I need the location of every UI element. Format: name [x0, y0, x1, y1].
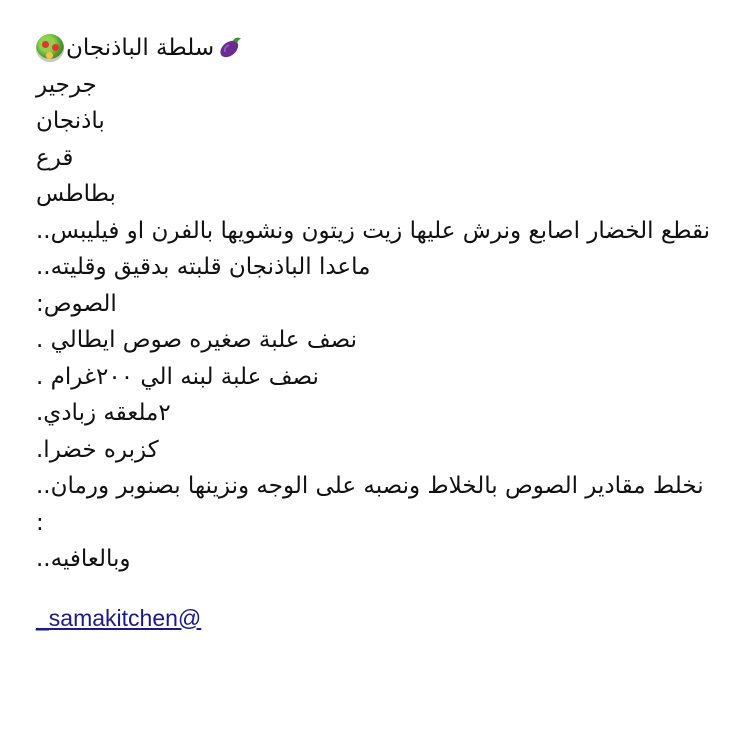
ingredient-line: قرع [36, 144, 74, 171]
ingredient-line: بطاطس [36, 181, 116, 207]
recipe-title: سلطة الباذنجان [66, 35, 215, 61]
instruction-line: نقطع الخضار اصابع ونرش عليها زيت زيتون ونشويها بالفرن او فيليبس.. [36, 217, 711, 244]
sauce-ingredient-line: نصف علبة لبنه الي ٢٠٠غرام . [36, 363, 319, 390]
sauce-ingredient-line: كزبره خضرا. [36, 436, 159, 463]
ingredient-line: باذنجان [36, 108, 105, 134]
closing-line: وبالعافيه.. [36, 546, 131, 572]
recipe-post [36, 30, 726, 636]
instruction-line: ماعدا الباذنجان قلبته بدقيق وقليته.. [36, 254, 371, 280]
eggplant-icon [216, 34, 244, 62]
salad-icon [36, 34, 64, 62]
instruction-line: نخلط مقادير الصوص بالخلاط ونصبه على الوجه ونزينها بصنوبر ورمان.. [36, 473, 704, 499]
recipe-title-row [36, 30, 726, 67]
separator-line: : [36, 509, 44, 536]
sauce-ingredient-line: ٢ملعقه زبادي. [36, 400, 171, 426]
account-handle-link[interactable]: _samakitchen@ [36, 604, 202, 631]
ingredient-line: جرجير [36, 71, 97, 98]
sauce-heading: الصوص: [36, 290, 117, 317]
sauce-ingredient-line: نصف علبة صغيره صوص ايطالي . [36, 327, 358, 353]
